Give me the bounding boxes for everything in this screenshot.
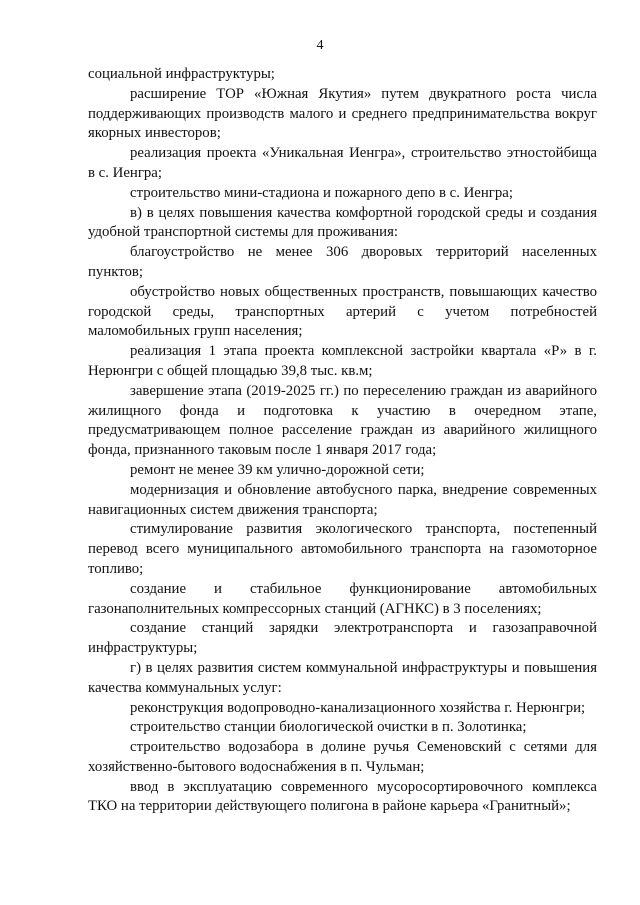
paragraph: благоустройство не менее 306 дворовых территорий населенных пунктов; bbox=[88, 244, 597, 280]
paragraph: обустройство новых общественных пространств, повышающих качество городской среды, транспортных артерий с учетом потребностей маломобильных групп населения; bbox=[88, 283, 597, 340]
paragraph: стимулирование развития экологического транспорта, постепенный перевод всего муниципального автомобильного транспорта на газомоторное топливо; bbox=[88, 521, 597, 577]
paragraph: реализация 1 этапа проекта комплексной застройки квартала «Р» в г. Нерюнгри с общей площадью 39,8 тыс. кв.м; bbox=[88, 343, 597, 379]
paragraph: г) в целях развития систем коммунальной инфраструктуры и повышения качества коммунальных услуг: bbox=[88, 659, 597, 696]
paragraph: строительство мини-стадиона и пожарного депо в с. Иенгра; bbox=[130, 184, 513, 201]
paragraph: расширение ТОР «Южная Якутия» путем двукратного роста числа поддерживающих производств малого и среднего предпринимательства вокруг якорных инвесторов; bbox=[88, 85, 597, 142]
paragraph: строительство водозабора в долине ручья Семеновский с сетями для хозяйственно-бытового водоснабжения в п. Чульман; bbox=[88, 739, 597, 775]
paragraph: строительство станции биологической очистки в п. Золотинка; bbox=[130, 719, 527, 736]
paragraph: реконструкция водопроводно-канализационного хозяйства г. Нерюнгри; bbox=[130, 699, 586, 716]
document-body bbox=[88, 65, 597, 817]
paragraph: создание станций зарядки электротранспорта и газозаправочной инфраструктуры; bbox=[88, 620, 597, 657]
paragraph: реализация проекта «Уникальная Иенгра», строительство этностойбища в с. Иенгра; bbox=[88, 145, 597, 181]
paragraph: модернизация и обновление автобусного парка, внедрение современных навигационных систем движения транспорта; bbox=[88, 481, 597, 518]
paragraph: в) в целях повышения качества комфортной городской среды и создания удобной транспортной системы для проживания: bbox=[88, 204, 597, 241]
paragraph: ремонт не менее 39 км улично-дорожной сети; bbox=[130, 461, 425, 478]
paragraph: ввод в эксплуатацию современного мусоросортировочного комплекса ТКО на территории действующего полигона в районе карьера «Гранитный»; bbox=[88, 778, 597, 815]
paragraph: создание и стабильное функционирование автомобильных газонаполнительных компрессорных станций (АГНКС) в 3 поселениях; bbox=[88, 580, 597, 617]
paragraph: завершение этапа (2019-2025 гг.) по переселению граждан из аварийного жилищного фонда и подготовка к участию в очередном этапе, предусматривающем полное расселение граждан из аварийного жилищного фонда, признанного таковым после 1 января 2017 года; bbox=[88, 382, 597, 459]
page-number: 4 bbox=[316, 38, 324, 53]
paragraph: социальной инфраструктуры; bbox=[88, 66, 275, 82]
